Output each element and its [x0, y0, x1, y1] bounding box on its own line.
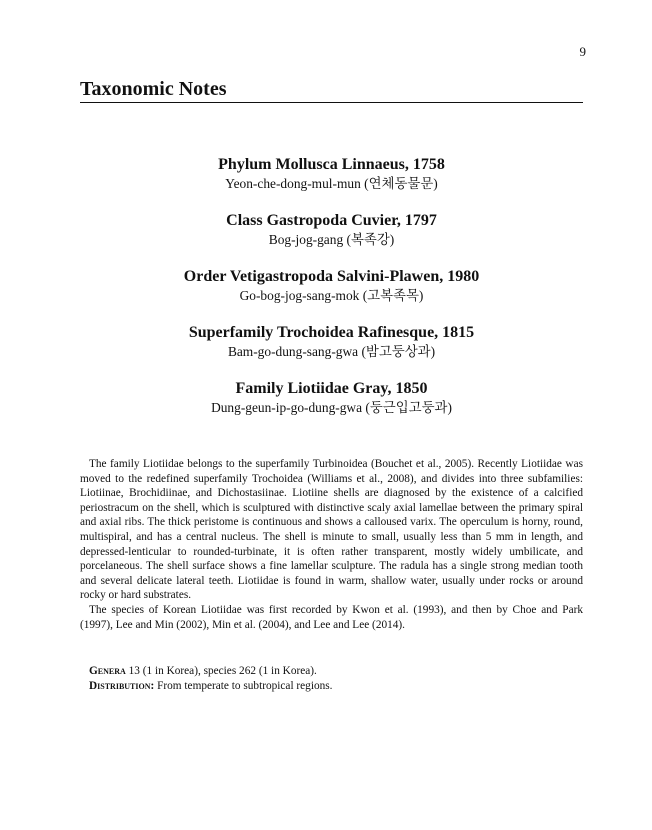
page-number: 9: [579, 44, 586, 59]
distribution-label: Distribution:: [89, 680, 155, 692]
body-text: [80, 457, 583, 632]
taxon-phylum: [80, 155, 583, 192]
genera-row: [80, 664, 583, 679]
distribution-row: [80, 679, 583, 694]
paragraph-family-description: The family Liotiidae belongs to the superfamily Turbinoidea (Bouchet et al., 2005). Recently Liotiidae was moved to the redefined superfamily Trochoidea (Williams et al., 2008), and divides into three subfamilies: Liotiinae, Brochidiinae, and Dichostasiinae. Liotiine shells are diagnosed by the existence of a calcified periostracum on the shell, which is sculptured with distinctive scaly axial lamellae between the primary spiral and axial ribs. The thick peristome is continuous and shows a calloused varix. The operculum is horny, round, multispiral, and has a central nucleus. The shell is minute to small, usually less than 5 mm in length, and depressed-lenticular to rounded-turbinate, it is often rather transparent, mostly widely umbilicate, and porcelaneous. The shell surface shows a fine lamellar sculpture. The radula has a single strong median tooth and several delicate lateral teeth. Liotiidae is found in warm, shallow water, usually under rocks or around rocky or hard substrates.: [80, 458, 583, 602]
taxon-korean-name: Bam-go-dung-sang-gwa (밤고둥상과): [227, 344, 436, 359]
taxon-name: Order Vetigastropoda Salvini-Plawen, 1980: [183, 268, 480, 285]
section-title: Taxonomic Notes: [80, 77, 583, 103]
taxon-korean-name: Dung-geun-ip-go-dung-gwa (둥근입고둥과): [211, 400, 452, 415]
taxon-superfamily: [80, 323, 583, 360]
taxon-name: Family Liotiidae Gray, 1850: [235, 380, 428, 397]
taxon-metadata: [80, 664, 583, 694]
distribution-value: From temperate to subtropical regions.: [157, 680, 333, 692]
taxon-korean-name: Bog-jog-gang (복족강): [268, 232, 395, 247]
taxon-name: Phylum Mollusca Linnaeus, 1758: [218, 156, 445, 173]
taxon-korean-name: Yeon-che-dong-mul-mun (연체동물문): [225, 176, 438, 191]
taxon-korean-name: Go-bog-jog-sang-mok (고복족목): [239, 288, 424, 303]
taxon-name: Superfamily Trochoidea Rafinesque, 1815: [188, 324, 475, 341]
genera-label: Genera: [89, 665, 126, 677]
taxon-class: [80, 211, 583, 248]
taxon-order: [80, 267, 583, 304]
taxa-list: [80, 155, 583, 435]
taxon-name: Class Gastropoda Cuvier, 1797: [226, 212, 437, 229]
taxon-family: [80, 379, 583, 416]
genera-value: 13 (1 in Korea), species 262 (1 in Korea).: [128, 665, 317, 677]
paragraph-korean-records: The species of Korean Liotiidae was first recorded by Kwon et al. (1993), and then by Choe and Park (1997), Lee and Min (2002), Min et al. (2004), and Lee and Lee (2014).: [80, 603, 583, 631]
